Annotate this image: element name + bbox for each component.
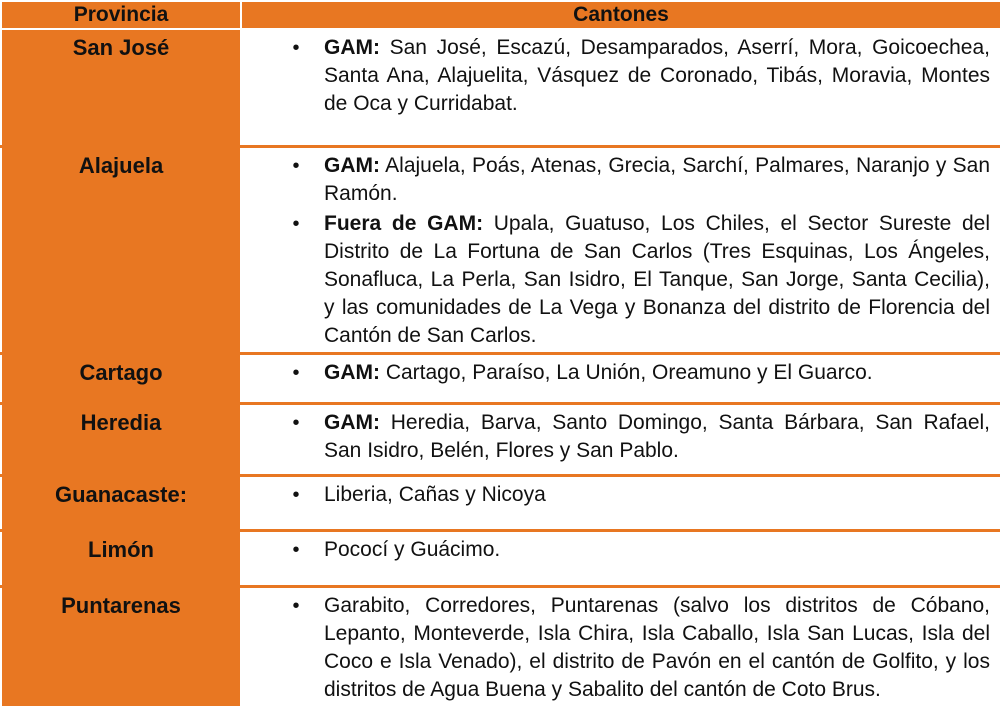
list-item bbox=[292, 359, 990, 387]
cantones-list bbox=[276, 481, 990, 509]
table-row bbox=[1, 403, 1000, 475]
table-row bbox=[1, 586, 1000, 707]
table-row bbox=[1, 475, 1000, 530]
province-cell: Cartago bbox=[1, 353, 241, 403]
item-lead: GAM: bbox=[324, 153, 380, 177]
cantones-list bbox=[276, 536, 990, 564]
cantones-list bbox=[276, 409, 990, 465]
cantones-cell bbox=[241, 146, 1000, 353]
list-item bbox=[292, 409, 990, 465]
cantones-cell bbox=[241, 353, 1000, 403]
cantones-list bbox=[276, 152, 990, 350]
bullet-icon: • bbox=[292, 361, 300, 384]
item-lead: GAM: bbox=[324, 36, 380, 59]
province-cell: Heredia bbox=[1, 403, 241, 475]
bullet-icon: • bbox=[292, 37, 300, 59]
table-row bbox=[1, 146, 1000, 353]
item-lead: GAM: bbox=[324, 360, 380, 384]
list-item bbox=[292, 536, 990, 564]
cantones-cell bbox=[241, 530, 1000, 586]
bullet-icon: • bbox=[292, 154, 300, 177]
item-text: Alajuela, Poás, Atenas, Grecia, Sarchí, Palmares, Naranjo y San Ramón. bbox=[324, 153, 990, 205]
cantones-list bbox=[276, 34, 990, 118]
item-text: Liberia, Cañas y Nicoya bbox=[324, 482, 546, 506]
list-item bbox=[292, 152, 990, 208]
province-cell: Limón bbox=[1, 530, 241, 586]
bullet-icon: • bbox=[292, 411, 300, 434]
cantones-list bbox=[276, 592, 990, 704]
item-text: Cartago, Paraíso, La Unión, Oreamuno y El Guarco. bbox=[380, 360, 873, 384]
item-lead: GAM: bbox=[324, 410, 380, 434]
header-row bbox=[1, 1, 1000, 29]
header-cantones: Cantones bbox=[241, 1, 1000, 29]
list-item bbox=[292, 481, 990, 509]
cantones-cell bbox=[241, 403, 1000, 475]
province-cell: Alajuela bbox=[1, 146, 241, 353]
cantones-cell bbox=[241, 475, 1000, 530]
cantones-cell bbox=[241, 586, 1000, 707]
item-lead: Fuera de GAM: bbox=[324, 211, 484, 235]
province-cell: San José bbox=[1, 29, 241, 146]
bullet-icon: • bbox=[292, 594, 300, 617]
list-item bbox=[292, 34, 990, 118]
item-text: Upala, Guatuso, Los Chiles, el Sector Sureste del Distrito de La Fortuna de San Carlos (Tres Esquinas, Los Ángeles, Sonafluca, La Perla, San Isidro, El Tanque, San Jorge, Santa Cecilia), y las comunidades de La Vega y Bonanza del distrito de Florencia del Cantón de San Carlos. bbox=[324, 211, 990, 347]
cantones-cell bbox=[241, 29, 1000, 146]
item-text: Pococí y Guácimo. bbox=[324, 537, 501, 561]
cantones-list bbox=[276, 359, 990, 387]
list-item bbox=[292, 592, 990, 704]
item-text: San José, Escazú, Desamparados, Aserrí, Mora, Goicoechea, Santa Ana, Alajuelita, Vásquez de Coronado, Tibás, Moravia, Montes de Oca y Curridabat. bbox=[324, 36, 990, 115]
item-text: Heredia, Barva, Santo Domingo, Santa Bárbara, San Rafael, San Isidro, Belén, Flores y San Pablo. bbox=[324, 410, 990, 462]
table-row bbox=[1, 353, 1000, 403]
bullet-icon: • bbox=[292, 483, 300, 506]
table-row bbox=[1, 530, 1000, 586]
bullet-icon: • bbox=[292, 538, 300, 561]
province-cell: Puntarenas bbox=[1, 586, 241, 707]
header-provincia: Provincia bbox=[1, 1, 241, 29]
province-cell: Guanacaste: bbox=[1, 475, 241, 530]
table-row bbox=[1, 29, 1000, 146]
bullet-icon: • bbox=[292, 212, 300, 235]
item-text: Garabito, Corredores, Puntarenas (salvo los distritos de Cóbano, Lepanto, Monteverde, Isla Chira, Isla Caballo, Isla San Lucas, Isla del Coco e Isla Venado), el distrito de Pavón en el cantón de Golfito, y los distritos de Agua Buena y Sabalito del cantón de Coto Brus. bbox=[324, 593, 990, 701]
list-item bbox=[292, 210, 990, 350]
